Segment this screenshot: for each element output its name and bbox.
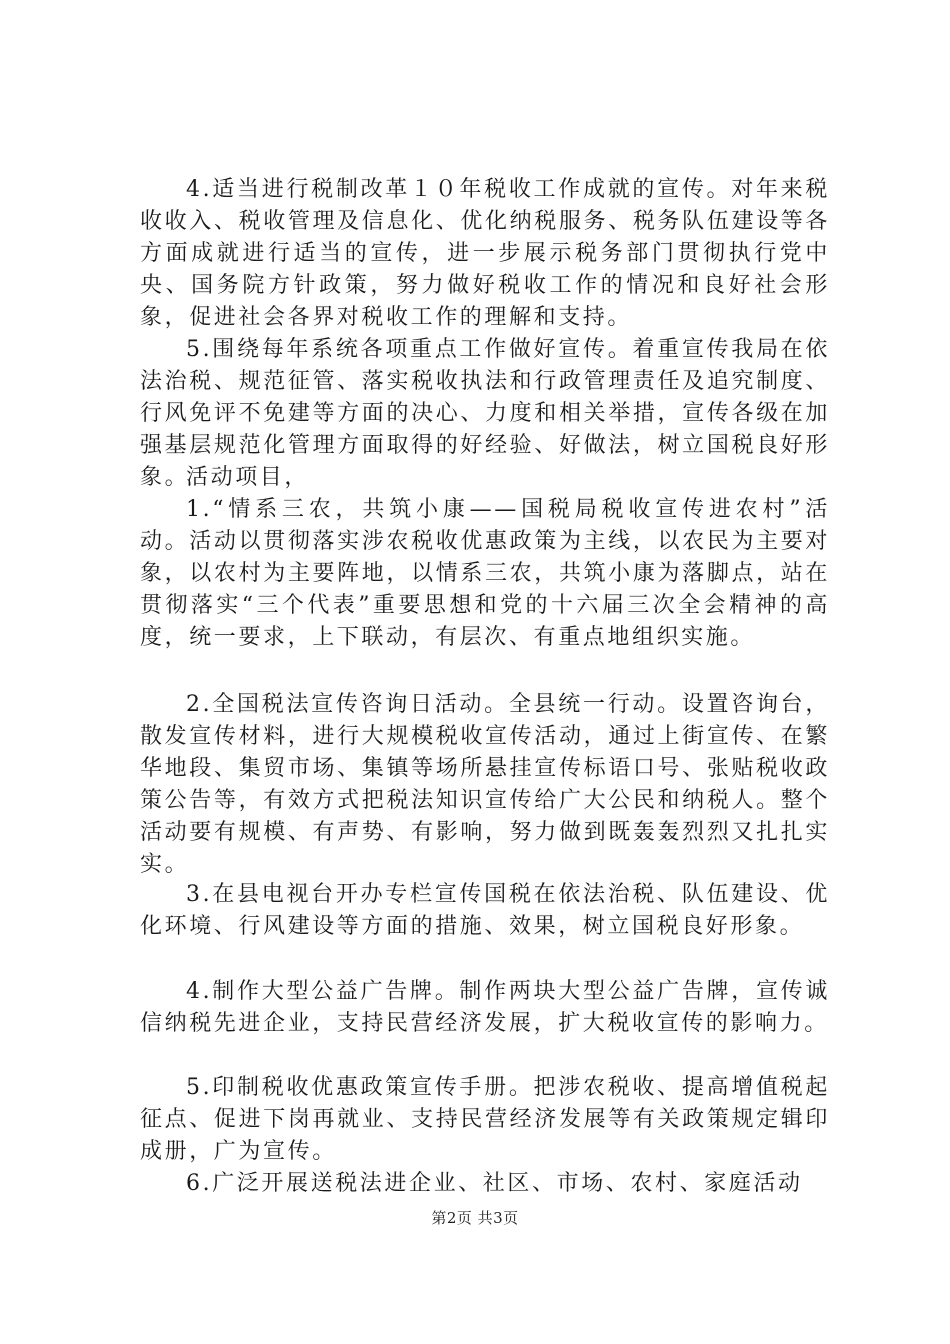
paragraph-activity-5: 5.印制税收优惠政策宣传手册。把涉农税收、提高增值税起征点、促进下岗再就业、支持民营经济发展等有关政策规定辑印成册，广为宣传。 xyxy=(140,1075,830,1164)
paragraph-activity-4: 4.制作大型公益广告牌。制作两块大型公益广告牌，宣传诚信纳税先进企业，支持民营经济发展，扩大税收宣传的影响力。 xyxy=(140,979,830,1036)
paragraph-activity-6: 6.广泛开展送税法进企业、社区、市场、农村、家庭活动 xyxy=(186,1171,803,1196)
paragraph-item-4-tax-reform: 4.适当进行税制改革１０年税收工作成就的宣传。对年来税收收入、税收管理及信息化、优化纳税服务、税务队伍建设等各方面成就进行适当的宣传，进一步展示税务部门贯彻执行党中央、国务院方针政策，努力做好税收工作的情况和良好社会形象，促进社会各界对税收工作的理解和支持。 xyxy=(140,177,830,330)
activity-projects-heading: 活动项目， xyxy=(186,465,310,490)
paragraph-activity-3: 3.在县电视台开办专栏宣传国税在依法治税、队伍建设、优化环境、行风建设等方面的措施、效果，树立国税良好形象。 xyxy=(140,882,830,939)
paragraph-activity-2: 2.全国税法宣传咨询日活动。全县统一行动。设置咨询台，散发宣传材料，进行大规模税收宣传活动，通过上街宣传、在繁华地段、集贸市场、集镇等场所悬挂宣传标语口号、张贴税收政策公告等，有效方式把税法知识宣传给广大公民和纳税人。整个活动要有规模、有声势、有影响，努力做到既轰轰烈烈又扎扎实实。 xyxy=(140,692,830,877)
paragraph-item-5-key-work: 5.围绕每年系统各项重点工作做好宣传。着重宣传我局在依法治税、规范征管、落实税收执法和行政管理责任及追究制度、行风免评不免建等方面的决心、力度和相关举措，宣传各级在加强基层规范化管理方面取得的好经验、好做法，树立国税良好形象。 xyxy=(140,337,830,490)
paragraph-activity-1: 1.“情系三农，共筑小康——国税局税收宣传进农村”活动。活动以贯彻落实涉农税收优惠政策为主线，以农民为主要对象，以农村为主要阵地，以情系三农，共筑小康为落脚点，站在贯彻落实“三个代表”重要思想和党的十六届三次全会精神的高度，统一要求，上下联动，有层次、有重点地组织实施。 xyxy=(140,497,830,650)
page-footer: 第2页 共3页 xyxy=(431,1209,519,1227)
